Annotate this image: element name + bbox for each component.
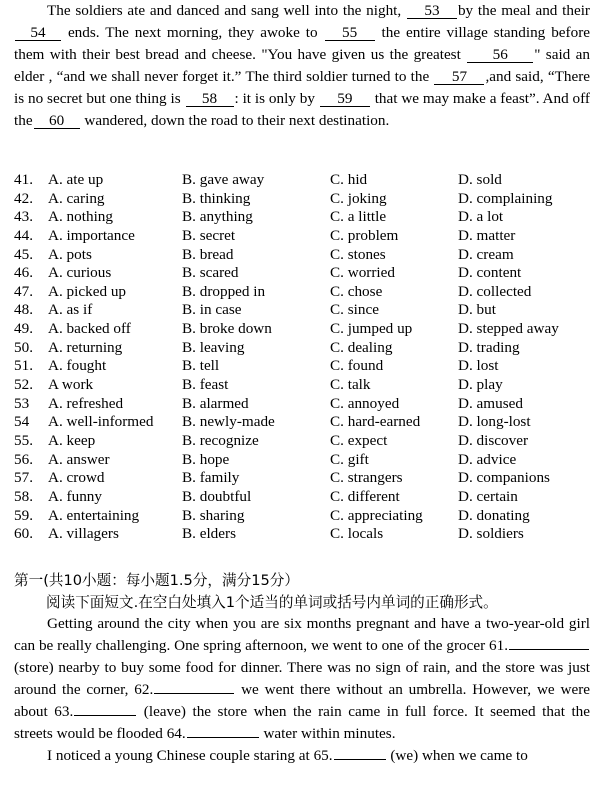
blank-60[interactable]: 60 — [34, 114, 80, 129]
option-d[interactable]: D. stepped away — [458, 320, 559, 338]
option-b[interactable]: B. tell — [182, 357, 220, 375]
option-a[interactable]: A. curious — [48, 264, 112, 282]
option-c[interactable]: C. chose — [330, 282, 383, 300]
question-number: 43. — [14, 208, 33, 226]
option-d[interactable]: D. collected — [458, 282, 532, 300]
option-b[interactable]: B. dropped in — [182, 282, 266, 300]
option-b[interactable]: B. broke down — [182, 320, 272, 338]
option-b[interactable]: B. sharing — [182, 506, 245, 524]
option-b[interactable]: B. newly-made — [182, 413, 275, 431]
option-a[interactable]: A. answer — [48, 450, 110, 468]
question-number: 58. — [14, 487, 33, 505]
option-b[interactable]: B. recognize — [182, 431, 259, 449]
option-d[interactable]: D. complaining — [458, 189, 553, 207]
question-number: 60. — [14, 525, 33, 543]
question-number: 59. — [14, 506, 33, 524]
option-c[interactable]: C. gift — [330, 450, 369, 468]
question-number: 53 — [14, 394, 30, 412]
option-b[interactable]: B. family — [182, 469, 240, 487]
option-c[interactable]: C. annoyed — [330, 394, 400, 412]
option-row — [14, 227, 594, 246]
option-c[interactable]: C. joking — [330, 189, 387, 207]
option-a[interactable]: A. villagers — [48, 525, 119, 543]
option-b[interactable]: B. hope — [182, 450, 230, 468]
option-c[interactable]: C. hid — [330, 171, 368, 188]
option-c[interactable]: C. stones — [330, 245, 386, 263]
option-row — [14, 339, 594, 358]
option-a[interactable]: A. picked up — [48, 282, 127, 300]
option-d[interactable]: D. companions — [458, 469, 550, 487]
option-d[interactable]: D. trading — [458, 338, 520, 356]
cloze-passage-end: The soldiers ate and danced and sang well into the night, 53 by the meal and their 54 ends. The next morning, they awoke to 55 the entire village standing before them with their best bread and cheese. "You have given us the greatest 56 " said an elder , “and we shall never forget it.” The third soldier turned to the 57 ,and said, “There is no secret but one thing is 58 : it is only by 59 that we may make a feast”. And off the 60 wandered, down the road to their next destination. — [14, 2, 591, 129]
option-c[interactable]: C. hard-earned — [330, 413, 421, 431]
option-d[interactable]: D. a lot — [458, 208, 504, 226]
blank-65[interactable] — [334, 759, 386, 760]
option-c[interactable]: C. expect — [330, 431, 388, 449]
option-d[interactable]: D. certain — [458, 487, 518, 505]
option-a[interactable]: A. fought — [48, 357, 107, 375]
blank-58[interactable]: 58 — [186, 92, 234, 107]
question-number: 47. — [14, 282, 33, 300]
option-d[interactable]: D. amused — [458, 394, 523, 412]
option-c[interactable]: C. strangers — [330, 469, 403, 487]
option-a[interactable]: A. entertaining — [48, 506, 140, 524]
option-c[interactable]: C. dealing — [330, 338, 393, 356]
option-c[interactable]: C. found — [330, 357, 384, 375]
option-b[interactable]: B. gave away — [182, 171, 265, 188]
option-c[interactable]: C. since — [330, 301, 379, 319]
option-a[interactable]: A. as if — [48, 301, 93, 319]
option-a[interactable]: A work — [48, 376, 94, 394]
option-d[interactable]: D. sold — [458, 171, 502, 188]
section-heading: 第一(共10小题：每小题1.5分，满分15分） — [14, 572, 299, 589]
option-a[interactable]: A. ate up — [48, 171, 104, 188]
option-row — [14, 264, 594, 283]
question-number: 52. — [14, 376, 33, 394]
option-d[interactable]: D. content — [458, 264, 522, 282]
option-a[interactable]: A. returning — [48, 338, 123, 356]
grammar-passage: Getting around the city when you are six months pregnant and have a two-year-old girl can be really challenging. One spring afternoon, we went to one of the grocer 61. (store) nearby to buy some food for dinner. There was no sign of rain, and the store was just around the corner, 62. we went there without an umbrella. However, we were about 63. (leave) the store when the rain came in full force. It seemed that the streets would be flooded 64. water within minutes. I noticed a young Chinese couple staring at 65. (we) when we came to — [14, 615, 591, 764]
answer-options-table — [14, 171, 594, 544]
option-d[interactable]: D. play — [458, 376, 503, 394]
option-b[interactable]: B. thinking — [182, 189, 251, 207]
blank-56[interactable]: 56 — [467, 48, 533, 63]
option-row — [14, 376, 594, 395]
option-d[interactable]: D. advice — [458, 450, 517, 468]
option-d[interactable]: D. discover — [458, 431, 529, 449]
question-number: 55. — [14, 431, 33, 449]
option-b[interactable]: B. anything — [182, 208, 253, 226]
option-row — [14, 413, 594, 432]
option-d[interactable]: D. soldiers — [458, 525, 524, 543]
option-c[interactable]: C. worried — [330, 264, 395, 282]
option-row — [14, 525, 594, 544]
blank-64[interactable] — [187, 737, 259, 738]
option-a[interactable]: A. backed off — [48, 320, 131, 338]
option-row — [14, 451, 594, 470]
blank-57[interactable]: 57 — [434, 70, 484, 85]
question-number: 51. — [14, 357, 33, 375]
option-b[interactable]: B. scared — [182, 264, 239, 282]
question-number: 48. — [14, 301, 33, 319]
option-b[interactable]: B. bread — [182, 245, 234, 263]
option-a[interactable]: A. caring — [48, 189, 105, 207]
option-a[interactable]: A. nothing — [48, 208, 113, 226]
option-a[interactable]: A. crowd — [48, 469, 105, 487]
option-row — [14, 507, 594, 526]
blank-61[interactable] — [509, 649, 589, 650]
option-c[interactable]: C. appreciating — [330, 506, 423, 524]
option-d[interactable]: D. long-lost — [458, 413, 531, 431]
option-c[interactable]: C. jumped up — [330, 320, 413, 338]
option-row — [14, 190, 594, 209]
option-d[interactable]: D. donating — [458, 506, 530, 524]
option-c[interactable]: C. a little — [330, 208, 387, 226]
option-c[interactable]: C. problem — [330, 226, 399, 244]
blank-59[interactable]: 59 — [320, 92, 370, 107]
question-number: 50. — [14, 338, 33, 356]
blank-63[interactable] — [74, 715, 136, 716]
question-number: 49. — [14, 320, 33, 338]
option-b[interactable]: B. in case — [182, 301, 242, 319]
option-a[interactable]: A. well-informed — [48, 413, 154, 431]
option-b[interactable]: B. doubtful — [182, 487, 252, 505]
option-a[interactable]: A. pots — [48, 245, 92, 263]
option-row — [14, 320, 594, 339]
option-c[interactable]: C. talk — [330, 376, 371, 394]
question-number: 44. — [14, 226, 33, 244]
option-d[interactable]: D. lost — [458, 357, 499, 375]
question-number: 54 — [14, 413, 30, 431]
option-d[interactable]: D. but — [458, 301, 496, 319]
option-b[interactable]: B. leaving — [182, 338, 245, 356]
option-row — [14, 488, 594, 507]
section-instruction: 阅读下面短文.在空白处填入1个适当的单词或括号内单词的正确形式。 — [46, 594, 498, 611]
option-c[interactable]: C. different — [330, 487, 400, 505]
blank-62[interactable] — [154, 693, 234, 694]
option-row — [14, 395, 594, 414]
question-number: 56. — [14, 450, 33, 468]
blank-54[interactable]: 54 — [15, 26, 61, 41]
question-number: 45. — [14, 245, 33, 263]
option-d[interactable]: D. matter — [458, 226, 516, 244]
option-row — [14, 432, 594, 451]
option-row — [14, 208, 594, 227]
option-a[interactable]: A. keep — [48, 431, 96, 449]
option-b[interactable]: B. alarmed — [182, 394, 249, 412]
option-a[interactable]: A. funny — [48, 487, 102, 505]
question-number: 41. — [14, 171, 33, 188]
option-c[interactable]: C. locals — [330, 525, 384, 543]
option-row — [14, 301, 594, 320]
option-a[interactable]: A. refreshed — [48, 394, 124, 412]
question-number: 42. — [14, 189, 33, 207]
option-a[interactable]: A. importance — [48, 226, 135, 244]
option-row — [14, 283, 594, 302]
question-number: 46. — [14, 264, 33, 282]
option-row — [14, 469, 594, 488]
option-b[interactable]: B. secret — [182, 226, 236, 244]
blank-55[interactable]: 55 — [325, 26, 375, 41]
option-row — [14, 246, 594, 265]
option-row — [14, 171, 594, 190]
blank-53[interactable]: 53 — [407, 4, 457, 19]
option-d[interactable]: D. cream — [458, 245, 514, 263]
question-number: 57. — [14, 469, 33, 487]
option-b[interactable]: B. elders — [182, 525, 236, 543]
option-row — [14, 357, 594, 376]
option-b[interactable]: B. feast — [182, 376, 229, 394]
